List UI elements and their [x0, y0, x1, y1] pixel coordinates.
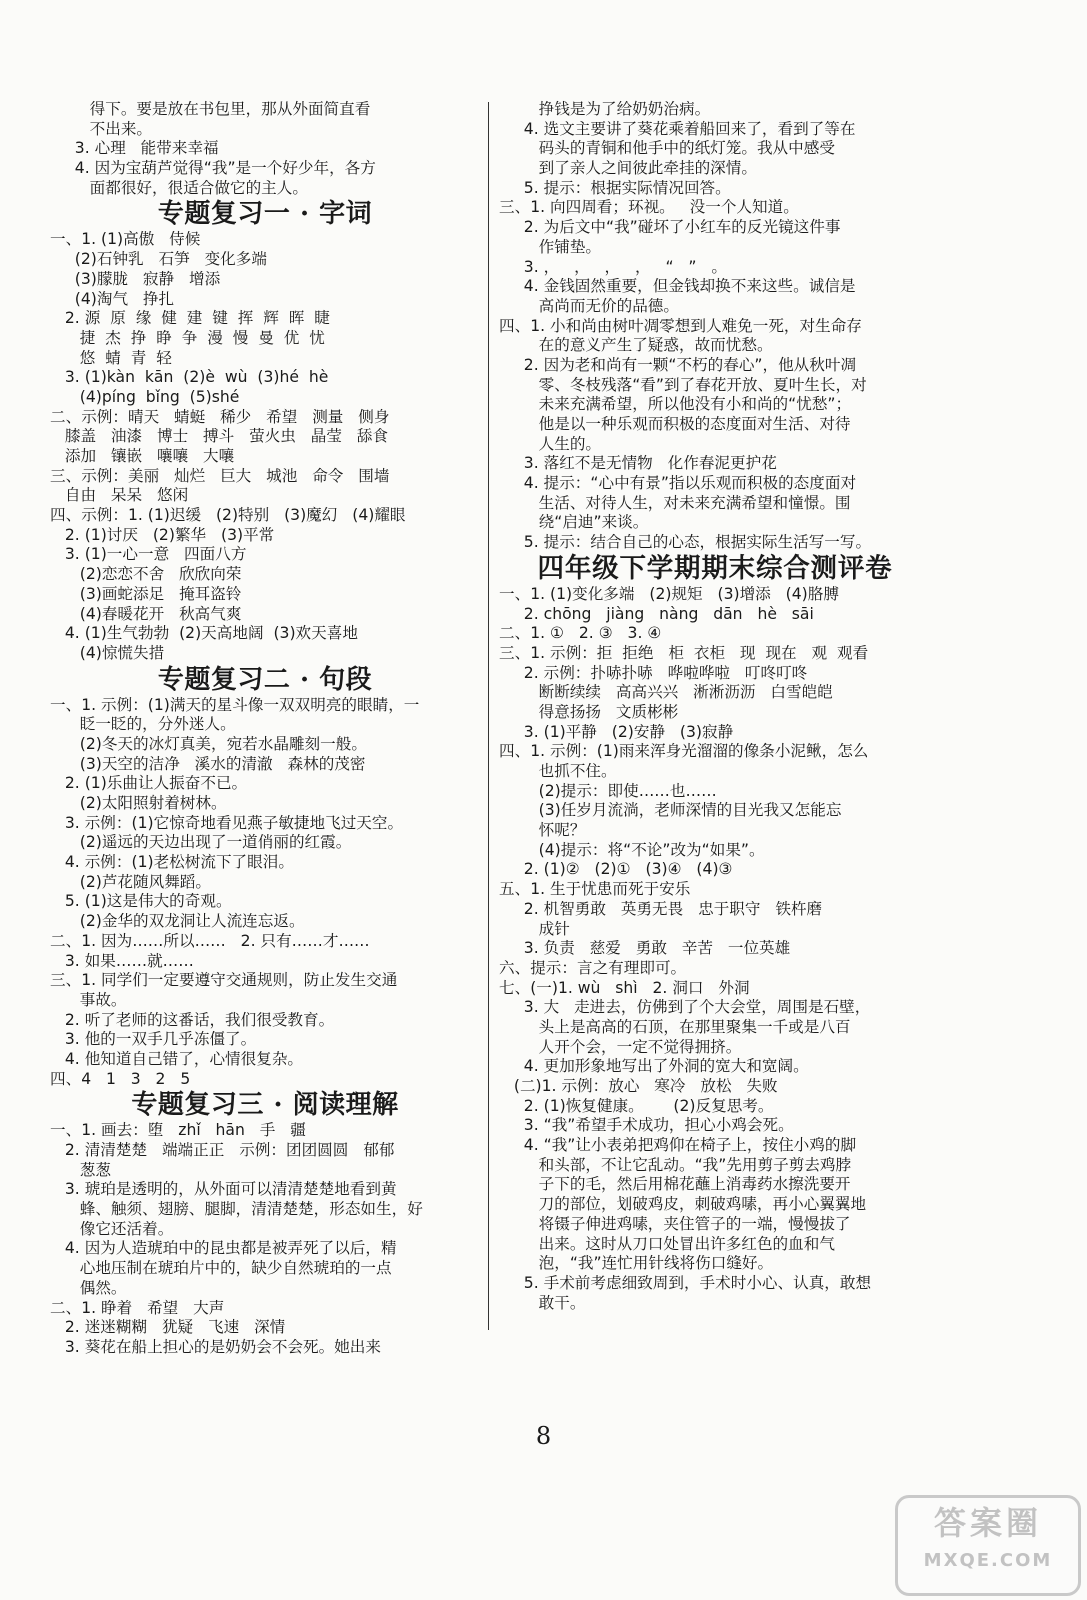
- answer-line: 4. 选文主要讲了葵花乘着船回来了，看到了等在: [499, 119, 856, 138]
- answer-line: 得意扬扬 文质彬彬: [499, 702, 679, 721]
- watermark-logo: [895, 1495, 1081, 1596]
- answer-line: (3)天空的洁净 溪水的清澈 森林的茂密: [50, 754, 366, 773]
- answer-line: 三、示例：美丽 灿烂 巨大 城池 命令 围墙: [50, 466, 390, 485]
- answer-line: 敢干。: [499, 1293, 586, 1312]
- answer-line: 一、1. (1)变化多端 (2)规矩 (3)增添 (4)胳膊: [499, 584, 839, 603]
- answer-line: (2)恋恋不舍 欣欣向荣: [50, 565, 242, 584]
- answer-line: 3. 落红不是无情物 化作春泥更护花: [499, 454, 777, 473]
- answer-line: (2)提示：即使……也……: [499, 781, 717, 800]
- answer-line: 2. (1)乐曲让人振奋不已。: [50, 774, 248, 793]
- answer-line: 四、1. 小和尚由树叶凋零想到人难免一死，对生命存: [499, 316, 862, 335]
- answer-line: 和头部，不让它乱动。“我”先用剪子剪去鸡脖: [499, 1155, 852, 1174]
- watermark-logo-text: 答案圈: [933, 1504, 1042, 1542]
- answer-line: 3. 大 走进去，仿佛到了个大会堂，周围是石壁，: [499, 998, 871, 1017]
- answer-line: 5. 提示：根据实际情况回答。: [499, 178, 731, 197]
- answer-line: (3)画蛇添足 掩耳盗铃: [50, 584, 242, 603]
- section-heading: 四年级下学期期末综合测评卷: [537, 552, 893, 584]
- answer-line: 像它还活着。: [50, 1219, 174, 1238]
- answer-line: 怀呢？: [499, 821, 586, 840]
- answer-line: 作铺垫。: [499, 237, 602, 256]
- answer-line: 子下的毛，然后用棉花蘸上消毒药水擦洗要开: [499, 1175, 851, 1194]
- answer-line: (4)淘气 挣扎: [50, 289, 175, 308]
- answer-line: 4. 更加形象地写出了外洞的宽大和宽阔。: [499, 1057, 809, 1076]
- answer-line: 眨一眨的，分外迷人。: [50, 715, 236, 734]
- answer-line: 也抓不住。: [499, 762, 617, 780]
- answer-line: 2. 因为老和尚有一颗“不朽的春心”，他从秋叶凋: [499, 355, 857, 374]
- answer-line: 膝盖 油漆 博士 搏斗 萤火虫 晶莹 舔食: [50, 427, 388, 446]
- answer-line: 四、4 1 3 2 5: [50, 1069, 191, 1088]
- answer-line: 2. 源 原 缘 健 建 键 挥 辉 晖 睫: [50, 309, 330, 328]
- answer-line: 2. chōng jiàng nàng dān hè sāi: [499, 604, 814, 623]
- answer-line: 将镊子伸进鸡嗉，夹住管子的一端，慢慢拔了: [499, 1214, 851, 1233]
- answer-line: (2)太阳照射着树林。: [50, 794, 227, 812]
- answer-line: (2)石钟乳 石笋 变化多端: [50, 250, 267, 269]
- answer-line: 七、(一)1. wù shì 2. 洞口 外洞: [499, 978, 750, 997]
- answer-line: 头上是高高的石顶，在那里聚集一千或是八百: [499, 1017, 851, 1036]
- answer-line: 二、示例：晴天 蜻蜓 稀少 希望 测量 侧身: [50, 407, 390, 426]
- answer-line: 面都很好，很适合做它的主人。: [50, 178, 308, 197]
- answer-line: 3. 他的一双手几乎冻僵了。: [50, 1030, 257, 1049]
- left-column: [50, 100, 480, 1358]
- answer-line: 5. 提示：结合自己的心态，根据实际生活写一写。: [499, 533, 872, 552]
- answer-line: 成针: [499, 919, 570, 938]
- answer-line: 未来充满希望，所以他没有小和尚的“忧愁”；: [499, 395, 852, 414]
- answer-line: 4. 他知道自己错了，心情很复杂。: [50, 1049, 304, 1068]
- answer-line: 零、冬枝残落“看”到了春花开放、夏叶生长，对: [499, 375, 867, 394]
- answer-line: 二、1. ① 2. ③ 3. ④: [499, 624, 662, 643]
- answer-line: 3. 负责 慈爱 勇敢 辛苦 一位英雄: [499, 939, 791, 958]
- answer-line: 添加 镶嵌 嚷嚷 大嚷: [50, 447, 235, 465]
- answer-line: 不出来。: [50, 119, 153, 138]
- answer-line: 2. 机智勇敢 英勇无畏 忠于职守 铁杵磨: [499, 899, 823, 918]
- answer-line: 一、1. 示例：(1)满天的星斗像一双双明亮的眼睛，一: [50, 695, 420, 714]
- answer-line: 心地压制在琥珀片中的，缺少自然琥珀的一点: [50, 1259, 392, 1278]
- section-heading: 专题复习二 · 句段: [157, 664, 373, 695]
- answer-line: 人生的。: [499, 434, 602, 453]
- answer-line: 他是以一种乐观而积极的态度面对生活、对待: [499, 415, 851, 433]
- answer-line: 4. “我”让小表弟把鸡仰在椅子上，按住小鸡的脚: [499, 1136, 857, 1155]
- answer-line: 一、1. 画去：堕 zhǐ hān 手 疆: [50, 1121, 306, 1140]
- section-heading: 专题复习一 · 字词: [157, 199, 373, 230]
- answer-line: 六、提示：言之有理即可。: [499, 958, 687, 977]
- watermark-url: MXQE.COM: [923, 1550, 1053, 1571]
- answer-line: 挣钱是为了给奶奶治病。: [499, 100, 711, 118]
- answer-line: 偶然。: [50, 1278, 127, 1297]
- answer-line: 出来。这时从刀口处冒出许多红色的血和气: [499, 1234, 835, 1253]
- answer-line: 到了亲人之间彼此牵挂的深情。: [499, 159, 757, 178]
- answer-line: 得下。要是放在书包里，那从外面简直看: [50, 100, 371, 118]
- answer-line: 蜂、触须、翅膀、腿脚，清清楚楚，形态如生，好: [50, 1200, 423, 1219]
- answer-line: 四、1. 示例：(1)雨来浑身光溜溜的像条小泥鳅，怎么: [499, 742, 869, 761]
- answer-line: 三、1. 同学们一定要遵守交通规则，防止发生交通: [50, 971, 398, 990]
- answer-line: 断断续续 高高兴兴 淅淅沥沥 白雪皑皑: [499, 683, 833, 702]
- answer-line: 三、1. 示例：拒 拒绝 柜 衣柜 现 现在 观 观看: [499, 643, 869, 662]
- answer-line: 2. 听了老师的这番话，我们很受教育。: [50, 1010, 335, 1029]
- answer-line: 3. ， ， ， ， “ ” 。: [499, 257, 727, 276]
- answer-line: 生活、对待人生，对未来充满希望和憧憬。围: [499, 493, 851, 512]
- answer-line: 人开个会，一定不觉得拥挤。: [499, 1037, 742, 1056]
- answer-line: (二)1. 示例：放心 寒冷 放松 失败: [499, 1077, 778, 1095]
- answer-line: 3. 心理 能带来幸福: [50, 139, 219, 158]
- answer-line: (4)píng bǐng (5)shé: [50, 387, 240, 406]
- answer-line: 3. 如果……就……: [50, 951, 194, 970]
- answer-line: 二、1. 因为……所以…… 2. 只有……才……: [50, 931, 370, 950]
- answer-line: (3)朦胧 寂静 增添: [50, 269, 221, 288]
- answer-line: 高尚而无价的品德。: [499, 296, 679, 315]
- answer-line: 4. 因为宝葫芦觉得“我”是一个好少年，各方: [50, 159, 376, 178]
- answer-line: 3. (1)kàn kān (2)è wù (3)hé hè: [50, 368, 329, 387]
- answer-line: 5. 手术前考虑细致周到，手术时小心、认真，敢想: [499, 1273, 872, 1292]
- answer-line: 四、示例：1. (1)迟缓 (2)特别 (3)魔幻 (4)耀眼: [50, 506, 406, 525]
- answer-line: 3. (1)一心一意 四面八方: [50, 545, 247, 564]
- answer-line: 4. 金钱固然重要，但金钱却换不来这些。诚信是: [499, 277, 856, 296]
- answer-line: 4. 因为人造琥珀中的昆虫都是被弄死了以后，精: [50, 1239, 397, 1258]
- answer-line: 事故。: [50, 990, 127, 1009]
- answer-line: 2. (1)恢复健康。 (2)反复思考。: [499, 1096, 774, 1115]
- answer-line: 葱葱: [50, 1160, 111, 1179]
- answer-line: (4)春暖花开 秋高气爽: [50, 604, 242, 623]
- answer-line: 5. (1)这是伟大的奇观。: [50, 892, 232, 911]
- answer-line: 2. 清清楚楚 端端正正 示例：团团圆圆 郁郁: [50, 1141, 395, 1159]
- answer-line: 一、1. (1)高傲 侍候: [50, 230, 201, 249]
- answer-line: 3. 琥珀是透明的，从外面可以清清楚楚地看到黄: [50, 1180, 397, 1199]
- answer-line: 3. (1)平静 (2)安静 (3)寂静: [499, 722, 734, 741]
- answer-line: 4. 提示：“心中有景”指以乐观而积极的态度面对: [499, 474, 857, 493]
- answer-line: 二、1. 睁着 希望 大声: [50, 1298, 225, 1317]
- answer-line: 4. 示例：(1)老松树流下了眼泪。: [50, 853, 294, 872]
- answer-line: 在的意义产生了疑惑，故而忧愁。: [499, 336, 773, 355]
- answer-line: 捷 杰 挣 睁 争 漫 慢 曼 优 忧: [50, 328, 325, 347]
- answer-line: 自由 呆呆 悠闲: [50, 486, 189, 505]
- answer-line: 五、1. 生于忧患而死于安乐: [499, 880, 691, 899]
- answer-line: 2. (1)② (2)① (3)④ (4)③: [499, 860, 733, 879]
- answer-line: 悠 蜻 青 轻: [50, 348, 172, 367]
- right-column: [499, 100, 931, 1313]
- answer-line: (2)芦花随风舞蹈。: [50, 872, 211, 891]
- answer-line: 三、1. 向四周看；环视。 没一个人知道。: [499, 198, 799, 217]
- answer-line: 3. 葵花在船上担心的是奶奶会不会死。她出来: [50, 1337, 381, 1356]
- answer-line: (3)任岁月流淌，老师深情的目光我又怎能忘: [499, 801, 842, 820]
- section-heading: 专题复习三 · 阅读理解: [131, 1090, 399, 1121]
- answer-line: 3. “我”希望手术成功，担心小鸡会死。: [499, 1116, 794, 1135]
- answer-line: 2. 示例：扑哧扑哧 哗啦哗啦 叮咚叮咚: [499, 663, 808, 682]
- answer-line: 刀的部位，划破鸡皮，刺破鸡嗉，再小心翼翼地: [499, 1195, 867, 1214]
- answer-line: 泡，“我”连忙用针线将伤口缝好。: [499, 1254, 774, 1273]
- answer-line: 绕“启迪”来谈。: [499, 513, 649, 532]
- answer-line: 2. (1)讨厌 (2)繁华 (3)平常: [50, 525, 275, 544]
- answer-line: (2)金华的双龙洞让人流连忘返。: [50, 912, 305, 931]
- answer-line: (4)惊慌失措: [50, 643, 165, 662]
- answer-line: 3. 示例：(1)它惊奇地看见燕子敏捷地飞过天空。: [50, 813, 404, 832]
- answer-line: 4. (1)生气勃勃 (2)天高地阔 (3)欢天喜地: [50, 624, 358, 643]
- answer-line: 码头的青铜和他手中的纸灯笼。我从中感受: [499, 139, 835, 158]
- answer-line: (2)冬天的冰灯真美，宛若水晶雕刻一般。: [50, 734, 367, 753]
- answer-line: 2. 为后文中“我”碰坏了小红车的反光镜这件事: [499, 218, 841, 237]
- answer-line: 2. 迷迷糊糊 犹疑 飞速 深情: [50, 1318, 286, 1337]
- column-divider: [488, 102, 489, 1330]
- answer-line: (4)提示：将“不论”改为“如果”。: [499, 840, 765, 859]
- page-number: 8: [535, 1422, 552, 1450]
- answer-line: (2)遥远的天边出现了一道俏丽的红霞。: [50, 833, 352, 852]
